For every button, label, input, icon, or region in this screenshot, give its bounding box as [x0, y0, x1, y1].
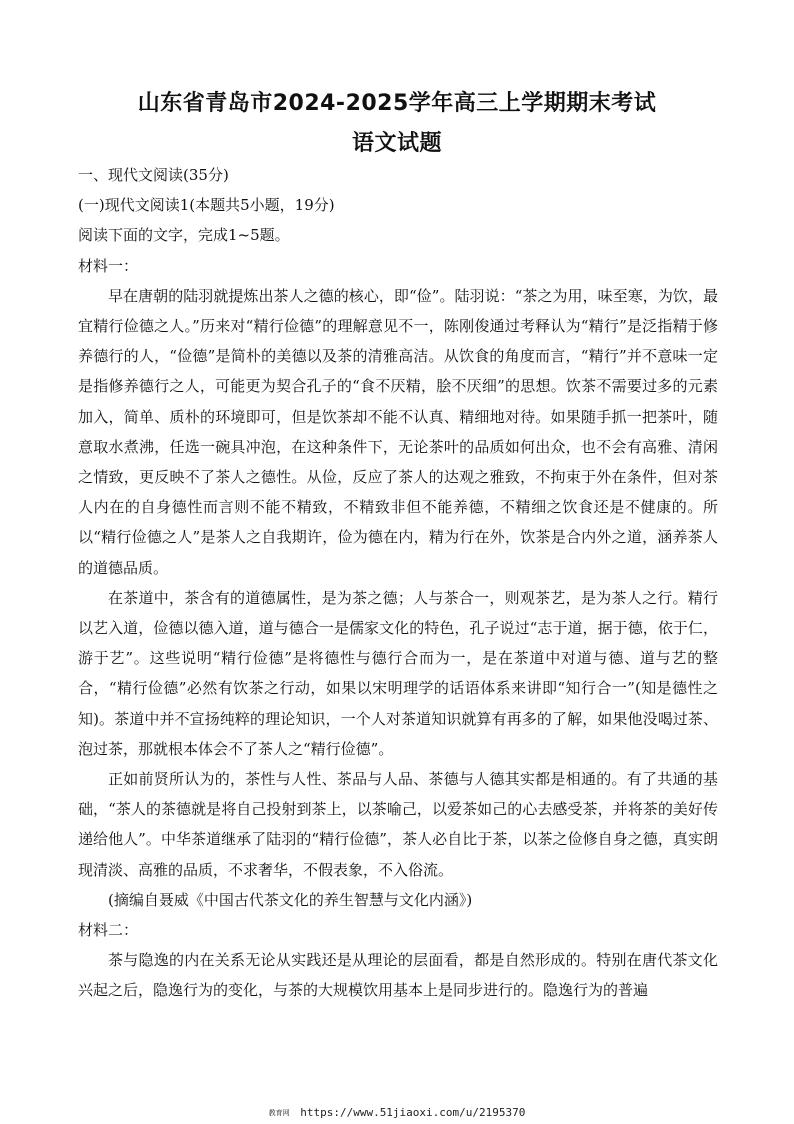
section-heading-sub1: (一)现代文阅读1(本题共5小题，19分) — [78, 196, 335, 215]
material2-paragraph-1: 茶与隐逸的内在关系无论从实践还是从理论的层面看，都是自然形成的。特别在唐代茶文化兴起之后，隐逸行为的变化，与茶的大规模饮用基本上是同步进行的。隐逸行为的普遍 — [78, 951, 718, 1000]
site-logo-icon: 教育网 — [268, 1109, 290, 1117]
material2-label: 材料二： — [78, 921, 139, 940]
material1-citation: (摘编自聂威《中国古代茶文化的养生智慧与文化内涵》) — [108, 890, 473, 909]
document-subtitle: 语文试题 — [351, 131, 442, 156]
page-footer — [0, 1106, 794, 1119]
material1-paragraph-2: 在茶道中，茶含有的道德属性，是为茶之德；人与茶合一，则观茶艺，是为茶人之行。精行以艺入道，俭德以德入道，道与德合一是儒家文化的特色，孔子说过“志于道，据于德，依于仁，游于艺”。这些说明“精行俭德”是将德性与德行合而为一，是在茶道中对道与德、道与艺的整合，“精行俭德”必然有饮茶之行动，如果以宋明理学的话语体系来讲即“知行合一”(知是德性之知)。茶道中并不宣扬纯粹的理论知识，一个人对茶道知识就算有再多的了解，如果他没喝过茶、泡过茶，那就根本体会不了茶人之“精行俭德”。 — [78, 588, 718, 758]
document-title: 山东省青岛市2024-2025学年高三上学期期末考试 — [137, 91, 657, 116]
section-heading-part1: 一、现代文阅读(35分) — [78, 166, 229, 184]
footer-url-link[interactable]: https://www.51jiaoxi.com/u/2195370 — [300, 1106, 526, 1119]
reading-instruction: 阅读下面的文字，完成1~5题。 — [78, 226, 290, 245]
material1-paragraph-1: 早在唐朝的陆羽就提炼出茶人之德的核心，即“俭”。陆羽说：“茶之为用，味至寒，为饮，最宜精行俭德之人。”历来对“精行俭德”的理解意见不一，陈刚俊通过考释认为“精行”是泛指精于修养德行的人，“俭德”是简朴的美德以及茶的清雅高洁。从饮食的角度而言，“精行”并不意味一定是指修养德行之人，可能更为契合孔子的“食不厌精，脍不厌细”的思想。饮茶不需要过多的元素加入，简单、质朴的环境即可，但是饮茶却不能不认真、精细地对待。如果随手抓一把茶叶，随意取水煮沸，任选一碗具冲泡，在这种条件下，无论茶叶的品质如何出众，也不会有高雅、清闲之情致，更反映不了茶人之德性。从俭，反应了茶人的达观之雅致，不拘束于外在条件，但对茶人内在的自身德性而言则不能不精致，不精致非但不能养德，不精细之饮食还是不健康的。所以“精行俭德之人”是茶人之自我期许，俭为德在内，精为行在外，饮茶是合内外之道，涵养茶人的道德品质。 — [78, 286, 718, 577]
material1-label: 材料一： — [78, 256, 139, 275]
material1-paragraph-3: 正如前贤所认为的，茶性与人性、茶品与人品、茶德与人德其实都是相通的。有了共通的基础，“茶人的茶德就是将自己投射到茶上，以茶喻己，以爱茶如己的心去感受茶，并将茶的美好传递给他人”。中华茶道继承了陆羽的“精行俭德”，茶人必自比于茶，以茶之俭修自身之德，真实朗现清淡、高雅的品质，不求奢华，不假表象，不入俗流。 — [78, 770, 718, 879]
document-body — [78, 160, 718, 1006]
